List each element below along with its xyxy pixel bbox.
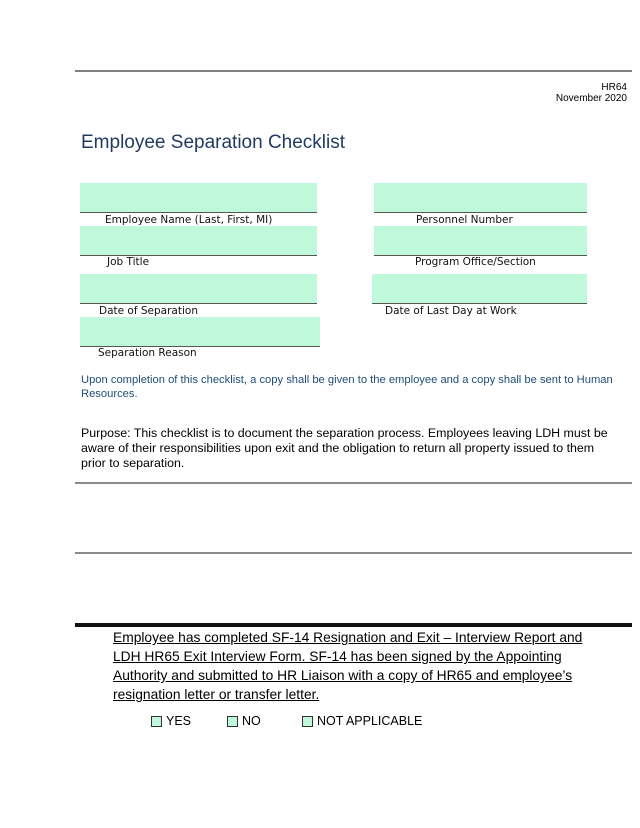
- last-day-at-work-field[interactable]: [372, 274, 587, 304]
- separation-reason-label: Separation Reason: [98, 347, 197, 359]
- form-code: HR64: [601, 82, 627, 93]
- top-rule: [75, 70, 632, 72]
- form-date: November 2020: [555, 93, 627, 104]
- section-rule-3: [75, 623, 632, 627]
- personnel-number-field[interactable]: [374, 183, 587, 213]
- purpose-text: Purpose: This checklist is to document the separation process. Employees leaving LDH must be aware of their responsibilities upon exit and the obligation to return all property issued to them prior to separation.: [81, 426, 608, 470]
- job-title-label: Job Title: [107, 256, 150, 268]
- option-not-applicable[interactable]: [302, 714, 422, 728]
- option-no[interactable]: [227, 714, 261, 728]
- separation-reason-field[interactable]: [80, 317, 320, 347]
- no-checkbox[interactable]: [227, 716, 238, 727]
- date-of-separation-field[interactable]: [80, 274, 317, 304]
- no-label: NO: [242, 714, 261, 728]
- section-rule-2: [75, 552, 632, 554]
- program-office-field[interactable]: [374, 226, 587, 256]
- section-rule-1: [75, 482, 632, 484]
- date-of-separation-label: Date of Separation: [99, 305, 198, 317]
- job-title-field[interactable]: [80, 226, 317, 256]
- last-day-at-work-label: Date of Last Day at Work: [385, 305, 517, 317]
- option-yes[interactable]: [151, 714, 191, 728]
- yes-label: YES: [166, 714, 192, 728]
- na-label: NOT APPLICABLE: [317, 714, 423, 728]
- checklist-item-sf14: Employee has completed SF-14 Resignation and Exit – Interview Report and LDH HR65 Exit Interview Form. SF-14 has been signed by the Appointing Authority and submitted to HR Liaison with a copy of HR65 and employee’s resignation letter or transfer letter.: [113, 630, 583, 702]
- program-office-label: Program Office/Section: [415, 256, 536, 268]
- employee-name-field[interactable]: [80, 183, 317, 213]
- yes-checkbox[interactable]: [151, 716, 162, 727]
- personnel-number-label: Personnel Number: [416, 214, 513, 226]
- page-title: Employee Separation Checklist: [81, 132, 346, 153]
- distribution-note: Upon completion of this checklist, a copy shall be given to the employee and a copy shall be sent to Human Resources.: [81, 374, 613, 400]
- employee-name-label: Employee Name (Last, First, MI): [105, 214, 273, 226]
- na-checkbox[interactable]: [302, 716, 313, 727]
